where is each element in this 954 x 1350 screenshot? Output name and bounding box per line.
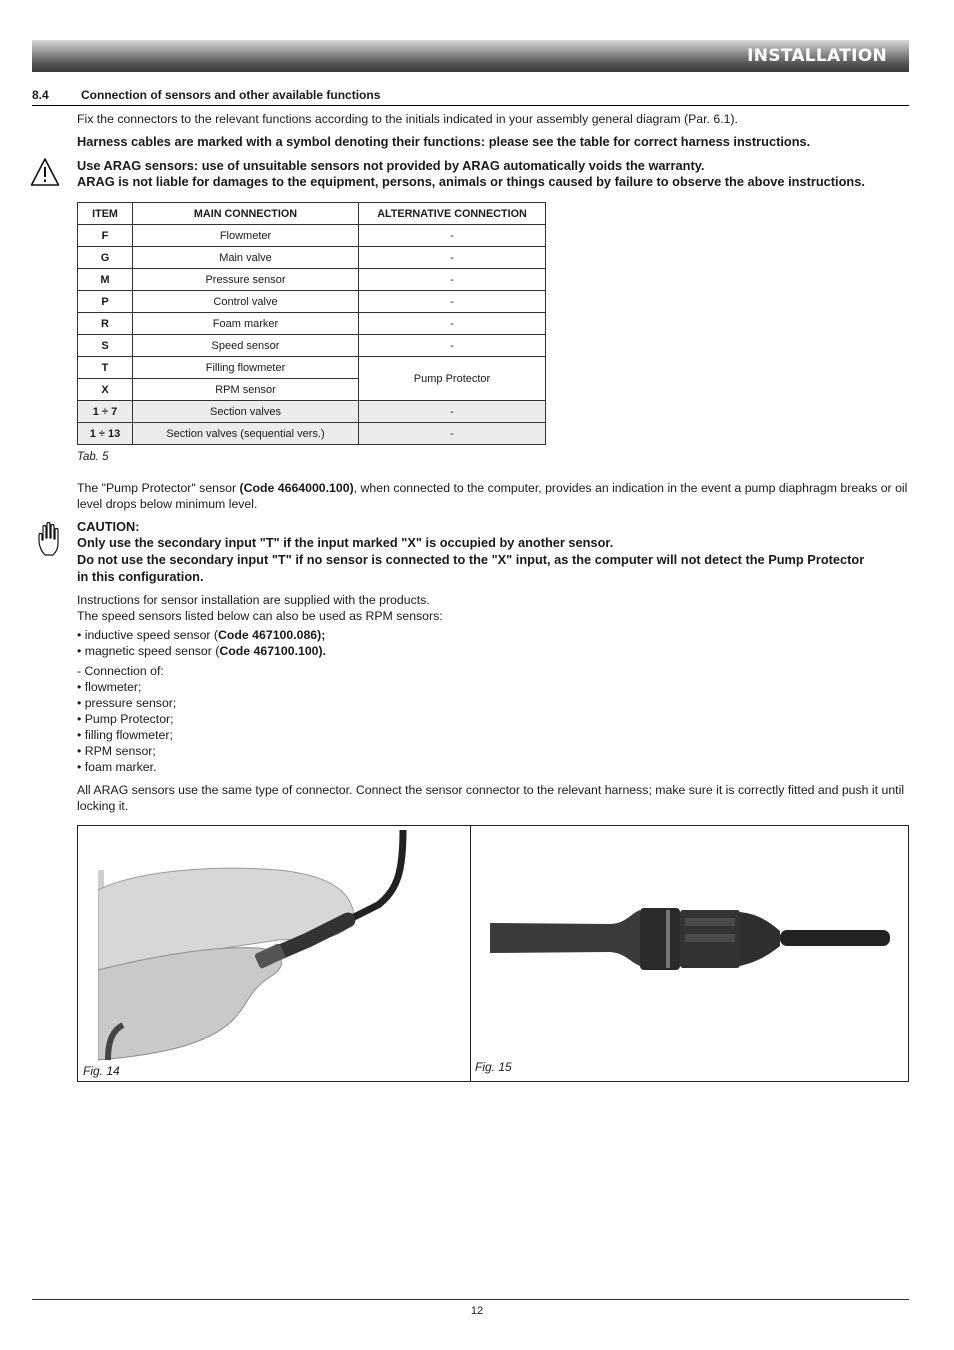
table-cell-alt: -	[359, 423, 546, 445]
inductive-code: Code 467100.086);	[218, 628, 326, 642]
table-row	[78, 401, 546, 423]
connection-list-title: - Connection of:	[77, 664, 164, 678]
table-cell-main: Main valve	[133, 247, 359, 269]
table-cell-alt: -	[359, 247, 546, 269]
table-cell-item: G	[78, 247, 133, 269]
inductive-label: • inductive speed sensor (	[77, 628, 219, 642]
header-bar	[32, 40, 909, 72]
table-cell-item: 1 ÷ 13	[78, 423, 133, 445]
table-cell-item: M	[78, 269, 133, 291]
list-item: • filling flowmeter;	[77, 728, 173, 742]
table-cell-item: 1 ÷ 7	[78, 401, 133, 423]
table-row	[78, 247, 546, 269]
table-cell-alt: -	[359, 313, 546, 335]
harness-note: Harness cables are marked with a symbol denoting their functions: please see the table for correct harness instructions.	[77, 134, 811, 149]
final-paragraph: All ARAG sensors use the same type of connector. Connect the sensor connector to the relevant harness; make sure it is correctly fitted and push it until locking it.	[77, 783, 905, 813]
list-item: • pressure sensor;	[77, 696, 177, 710]
caution-line-1: Only use the secondary input "T" if the input marked "X" is occupied by another sensor.	[77, 535, 614, 550]
table-cell-item: T	[78, 357, 133, 379]
instructions-line-1: Instructions for sensor installation are supplied with the products.	[77, 593, 430, 607]
magnetic-label: • magnetic speed sensor (	[77, 644, 220, 658]
table-cell-item: S	[78, 335, 133, 357]
table-cell-main: Section valves (sequential vers.)	[133, 423, 359, 445]
warning-line-1: Use ARAG sensors: use of unsuitable sensors not provided by ARAG automatically voids the warranty.	[77, 158, 705, 173]
table-cell-main: Section valves	[133, 401, 359, 423]
pump-code: (Code 4664000.100)	[239, 481, 354, 495]
section-number: 8.4	[32, 88, 49, 102]
table-cell-main: Control valve	[133, 291, 359, 313]
table-row	[78, 357, 546, 379]
intro-text: Fix the connectors to the relevant functions according to the initials indicated in your assembly general diagram (Par. 6.1).	[77, 112, 738, 126]
table-cell-main: Foam marker	[133, 313, 359, 335]
list-item: • Pump Protector;	[77, 712, 174, 726]
list-item: • foam marker.	[77, 760, 157, 774]
table-cell-item: R	[78, 313, 133, 335]
speed-sensor-magnetic	[77, 643, 326, 659]
caution-line-2: Do not use the secondary input "T" if no sensor is connected to the "X" input, as the computer will not detect the Pump Protector in this configuration.	[77, 552, 865, 584]
instructions-line-2: The speed sensors listed below can also be used as RPM sensors:	[77, 609, 443, 623]
figure-divider	[470, 826, 471, 1081]
table-row	[78, 291, 546, 313]
warning-line-2: ARAG is not liable for damages to the equipment, persons, animals or things caused by failure to observe the above instructions.	[77, 174, 865, 189]
figure-box	[77, 825, 909, 1082]
table-cell-alt: -	[359, 291, 546, 313]
table-cell-item: P	[78, 291, 133, 313]
page-number: 12	[470, 1305, 484, 1317]
pump-protector-paragraph	[77, 480, 912, 512]
fig15-caption: Fig. 15	[475, 1060, 512, 1074]
table-cell-main: RPM sensor	[133, 379, 359, 401]
list-item: • RPM sensor;	[77, 744, 156, 758]
table-cell-item: F	[78, 225, 133, 247]
table-cell-main: Pressure sensor	[133, 269, 359, 291]
table-cell-main: Filling flowmeter	[133, 357, 359, 379]
section-title: Connection of sensors and other available functions	[81, 88, 381, 102]
table-header-item: ITEM	[78, 203, 133, 225]
fig15-connector-image	[490, 896, 890, 986]
table-cell-alt: -	[359, 335, 546, 357]
list-item: • flowmeter;	[77, 680, 142, 694]
table-row	[78, 313, 546, 335]
table-header-row	[78, 203, 546, 225]
table-header-main: MAIN CONNECTION	[133, 203, 359, 225]
caution-title: CAUTION:	[77, 519, 140, 534]
header-title: INSTALLATION	[747, 46, 887, 66]
caution-hand-icon	[36, 521, 68, 557]
section-heading	[32, 88, 909, 106]
pump-text-post: , when connected to the computer, provides an indication in the event a pump diaphragm breaks or oil level drops below minimum level.	[77, 481, 908, 511]
magnetic-code: Code 467100.100).	[219, 644, 327, 658]
table-row	[78, 225, 546, 247]
table-row	[78, 335, 546, 357]
table-cell-alt: -	[359, 225, 546, 247]
footer-rule	[32, 1299, 909, 1300]
table-cell-main: Flowmeter	[133, 225, 359, 247]
table-cell-item: X	[78, 379, 133, 401]
fig14-hands-connector-image	[98, 830, 418, 1062]
table-row	[78, 423, 546, 445]
pump-text-pre: The "Pump Protector" sensor	[77, 481, 240, 495]
table-cell-alt: Pump Protector	[359, 357, 546, 401]
table-row	[78, 269, 546, 291]
fig14-caption: Fig. 14	[83, 1064, 120, 1078]
connection-table	[77, 202, 546, 445]
table-caption: Tab. 5	[77, 451, 109, 463]
table-cell-alt: -	[359, 269, 546, 291]
table-header-alternative: ALTERNATIVE CONNECTION	[359, 203, 546, 225]
table-cell-alt: -	[359, 401, 546, 423]
speed-sensor-inductive	[77, 627, 325, 643]
table-cell-main: Speed sensor	[133, 335, 359, 357]
warning-triangle-icon	[30, 157, 60, 187]
